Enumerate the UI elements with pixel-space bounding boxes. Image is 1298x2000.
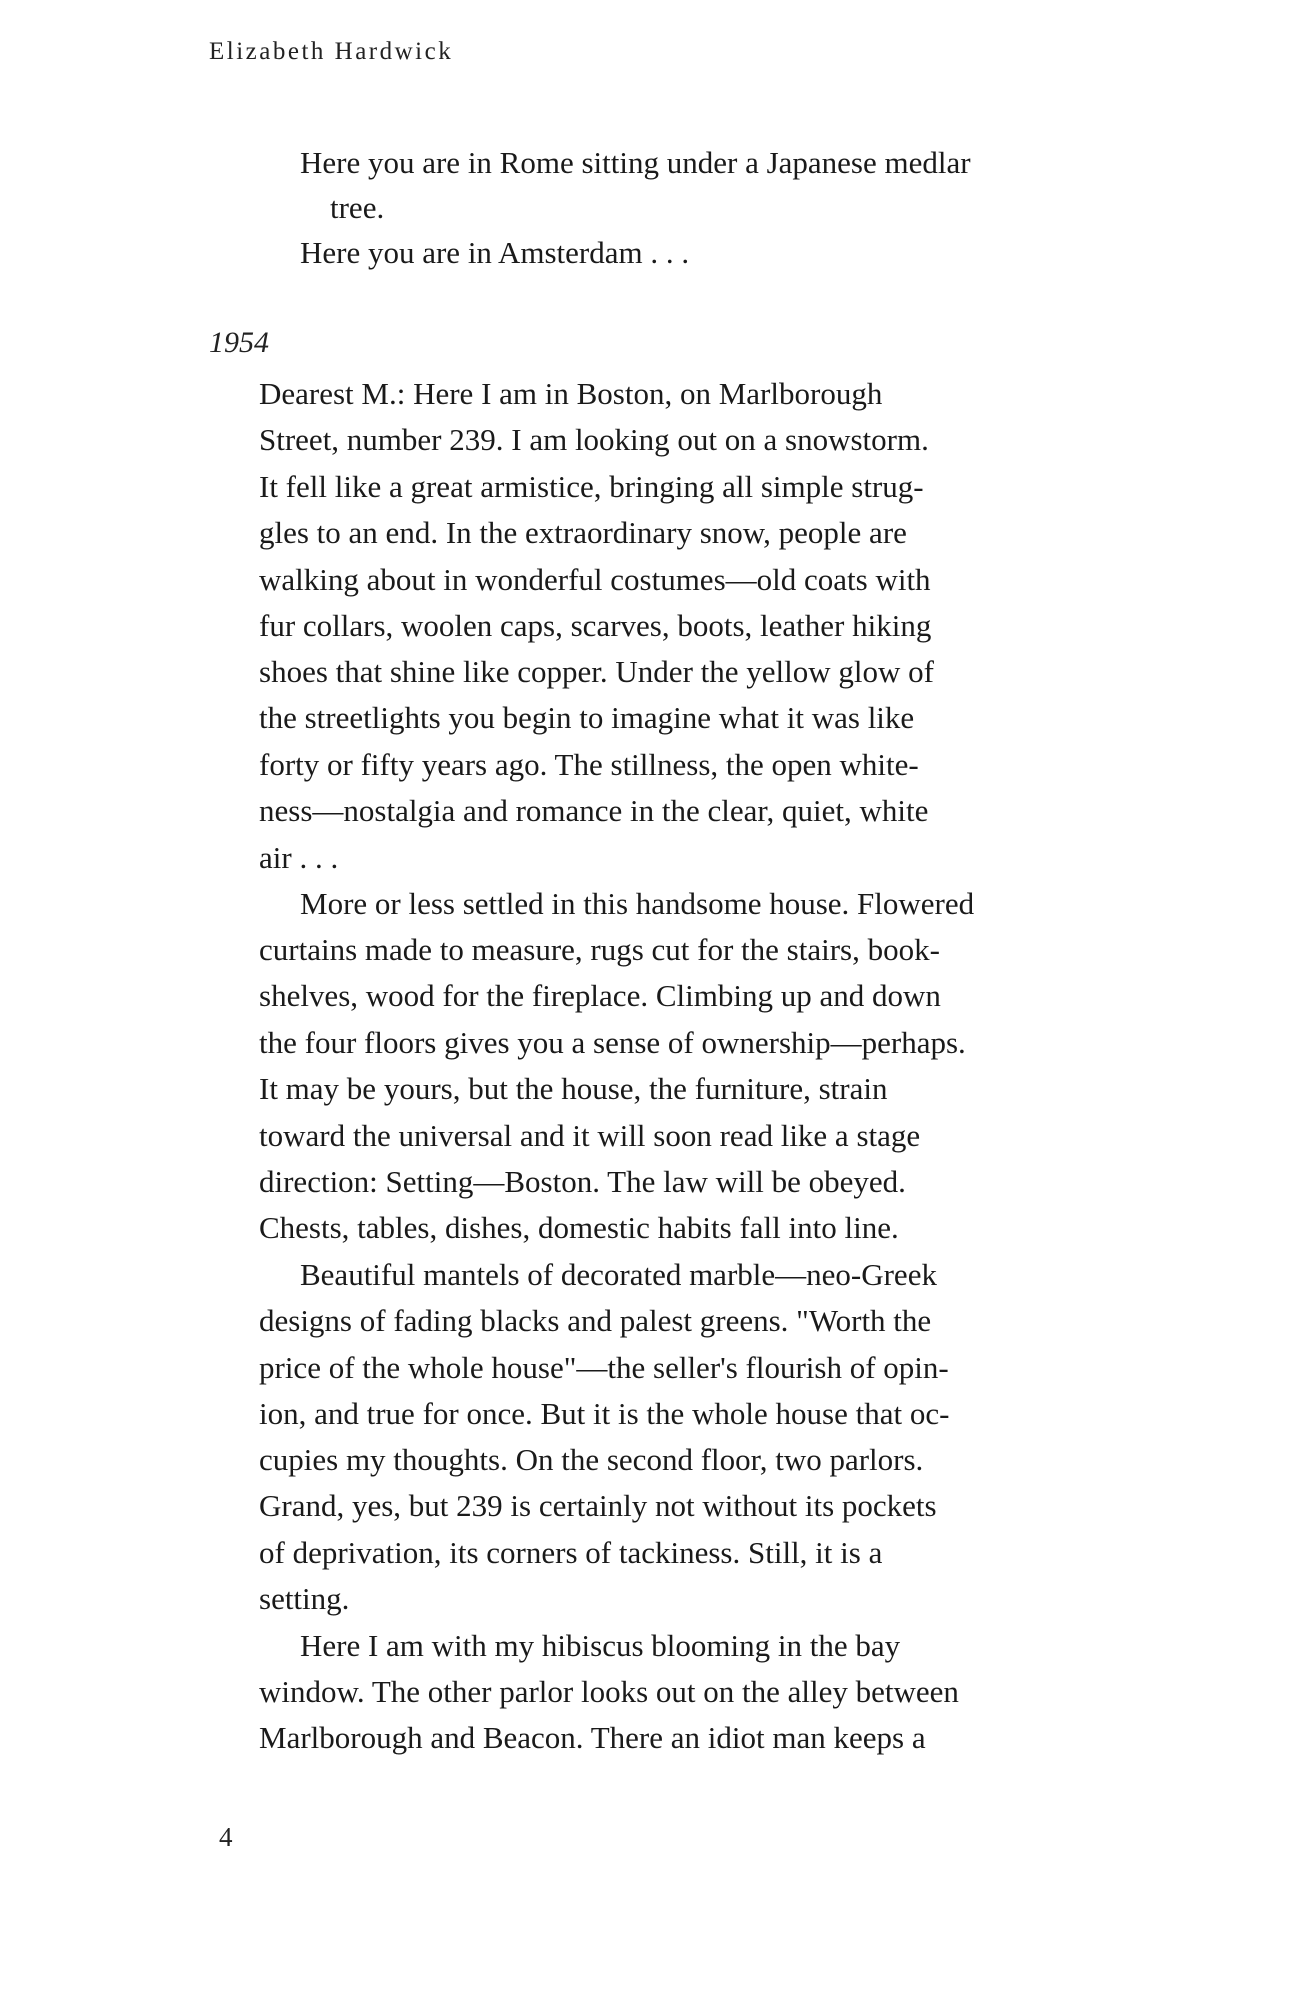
body-line: air . . . bbox=[259, 840, 339, 875]
body-line: shoes that shine like copper. Under the yellow glow of bbox=[259, 654, 934, 689]
body-line: the four floors gives you a sense of ownership—perhaps. bbox=[259, 1025, 966, 1060]
body-line: window. The other parlor looks out on the alley between bbox=[259, 1674, 959, 1709]
body-line: Here I am with my hibiscus blooming in the bay bbox=[300, 1628, 901, 1663]
body-line: Beautiful mantels of decorated marble—neo-Greek bbox=[300, 1257, 937, 1292]
body-line: Marlborough and Beacon. There an idiot man keeps a bbox=[259, 1720, 926, 1755]
intro-line: Here you are in Rome sitting under a Japanese medlar bbox=[300, 145, 971, 180]
intro-line: tree. bbox=[330, 190, 385, 225]
body-line: walking about in wonderful costumes—old coats with bbox=[259, 562, 931, 597]
body-line: Street, number 239. I am looking out on a snowstorm. bbox=[259, 422, 929, 457]
body-line: fur collars, woolen caps, scarves, boots, leather hiking bbox=[259, 608, 932, 643]
body-line: Dearest M.: Here I am in Boston, on Marlborough bbox=[259, 376, 883, 411]
body-line: designs of fading blacks and palest greens. "Worth the bbox=[259, 1303, 932, 1338]
body-line: It fell like a great armistice, bringing all simple strug- bbox=[259, 469, 924, 504]
body-line: cupies my thoughts. On the second floor, two parlors. bbox=[259, 1442, 924, 1477]
running-head: Elizabeth Hardwick bbox=[209, 38, 454, 65]
body-line: the streetlights you begin to imagine what it was like bbox=[259, 700, 915, 735]
body-line: toward the universal and it will soon read like a stage bbox=[259, 1118, 921, 1153]
body-line: price of the whole house"—the seller's flourish of opin- bbox=[259, 1350, 949, 1385]
body-line: ness—nostalgia and romance in the clear, quiet, white bbox=[259, 793, 929, 828]
intro-line: Here you are in Amsterdam . . . bbox=[300, 235, 690, 270]
body-line: forty or fifty years ago. The stillness, the open white- bbox=[259, 747, 919, 782]
body-line: Grand, yes, but 239 is certainly not without its pockets bbox=[259, 1488, 937, 1523]
body-line: curtains made to measure, rugs cut for the stairs, book- bbox=[259, 932, 940, 967]
body-line: It may be yours, but the house, the furniture, strain bbox=[259, 1071, 888, 1106]
page-number: 4 bbox=[219, 1822, 233, 1852]
body-line: More or less settled in this handsome house. Flowered bbox=[300, 886, 975, 921]
body-line: ion, and true for once. But it is the whole house that oc- bbox=[259, 1396, 950, 1431]
body-line: gles to an end. In the extraordinary snow, people are bbox=[259, 515, 907, 550]
body-line: of deprivation, its corners of tackiness. Still, it is a bbox=[259, 1535, 883, 1570]
body-line: shelves, wood for the fireplace. Climbing up and down bbox=[259, 978, 941, 1013]
body-line: setting. bbox=[259, 1581, 350, 1616]
body-line: direction: Setting—Boston. The law will be obeyed. bbox=[259, 1164, 906, 1199]
entry-year: 1954 bbox=[209, 326, 269, 359]
body-line: Chests, tables, dishes, domestic habits fall into line. bbox=[259, 1210, 899, 1245]
